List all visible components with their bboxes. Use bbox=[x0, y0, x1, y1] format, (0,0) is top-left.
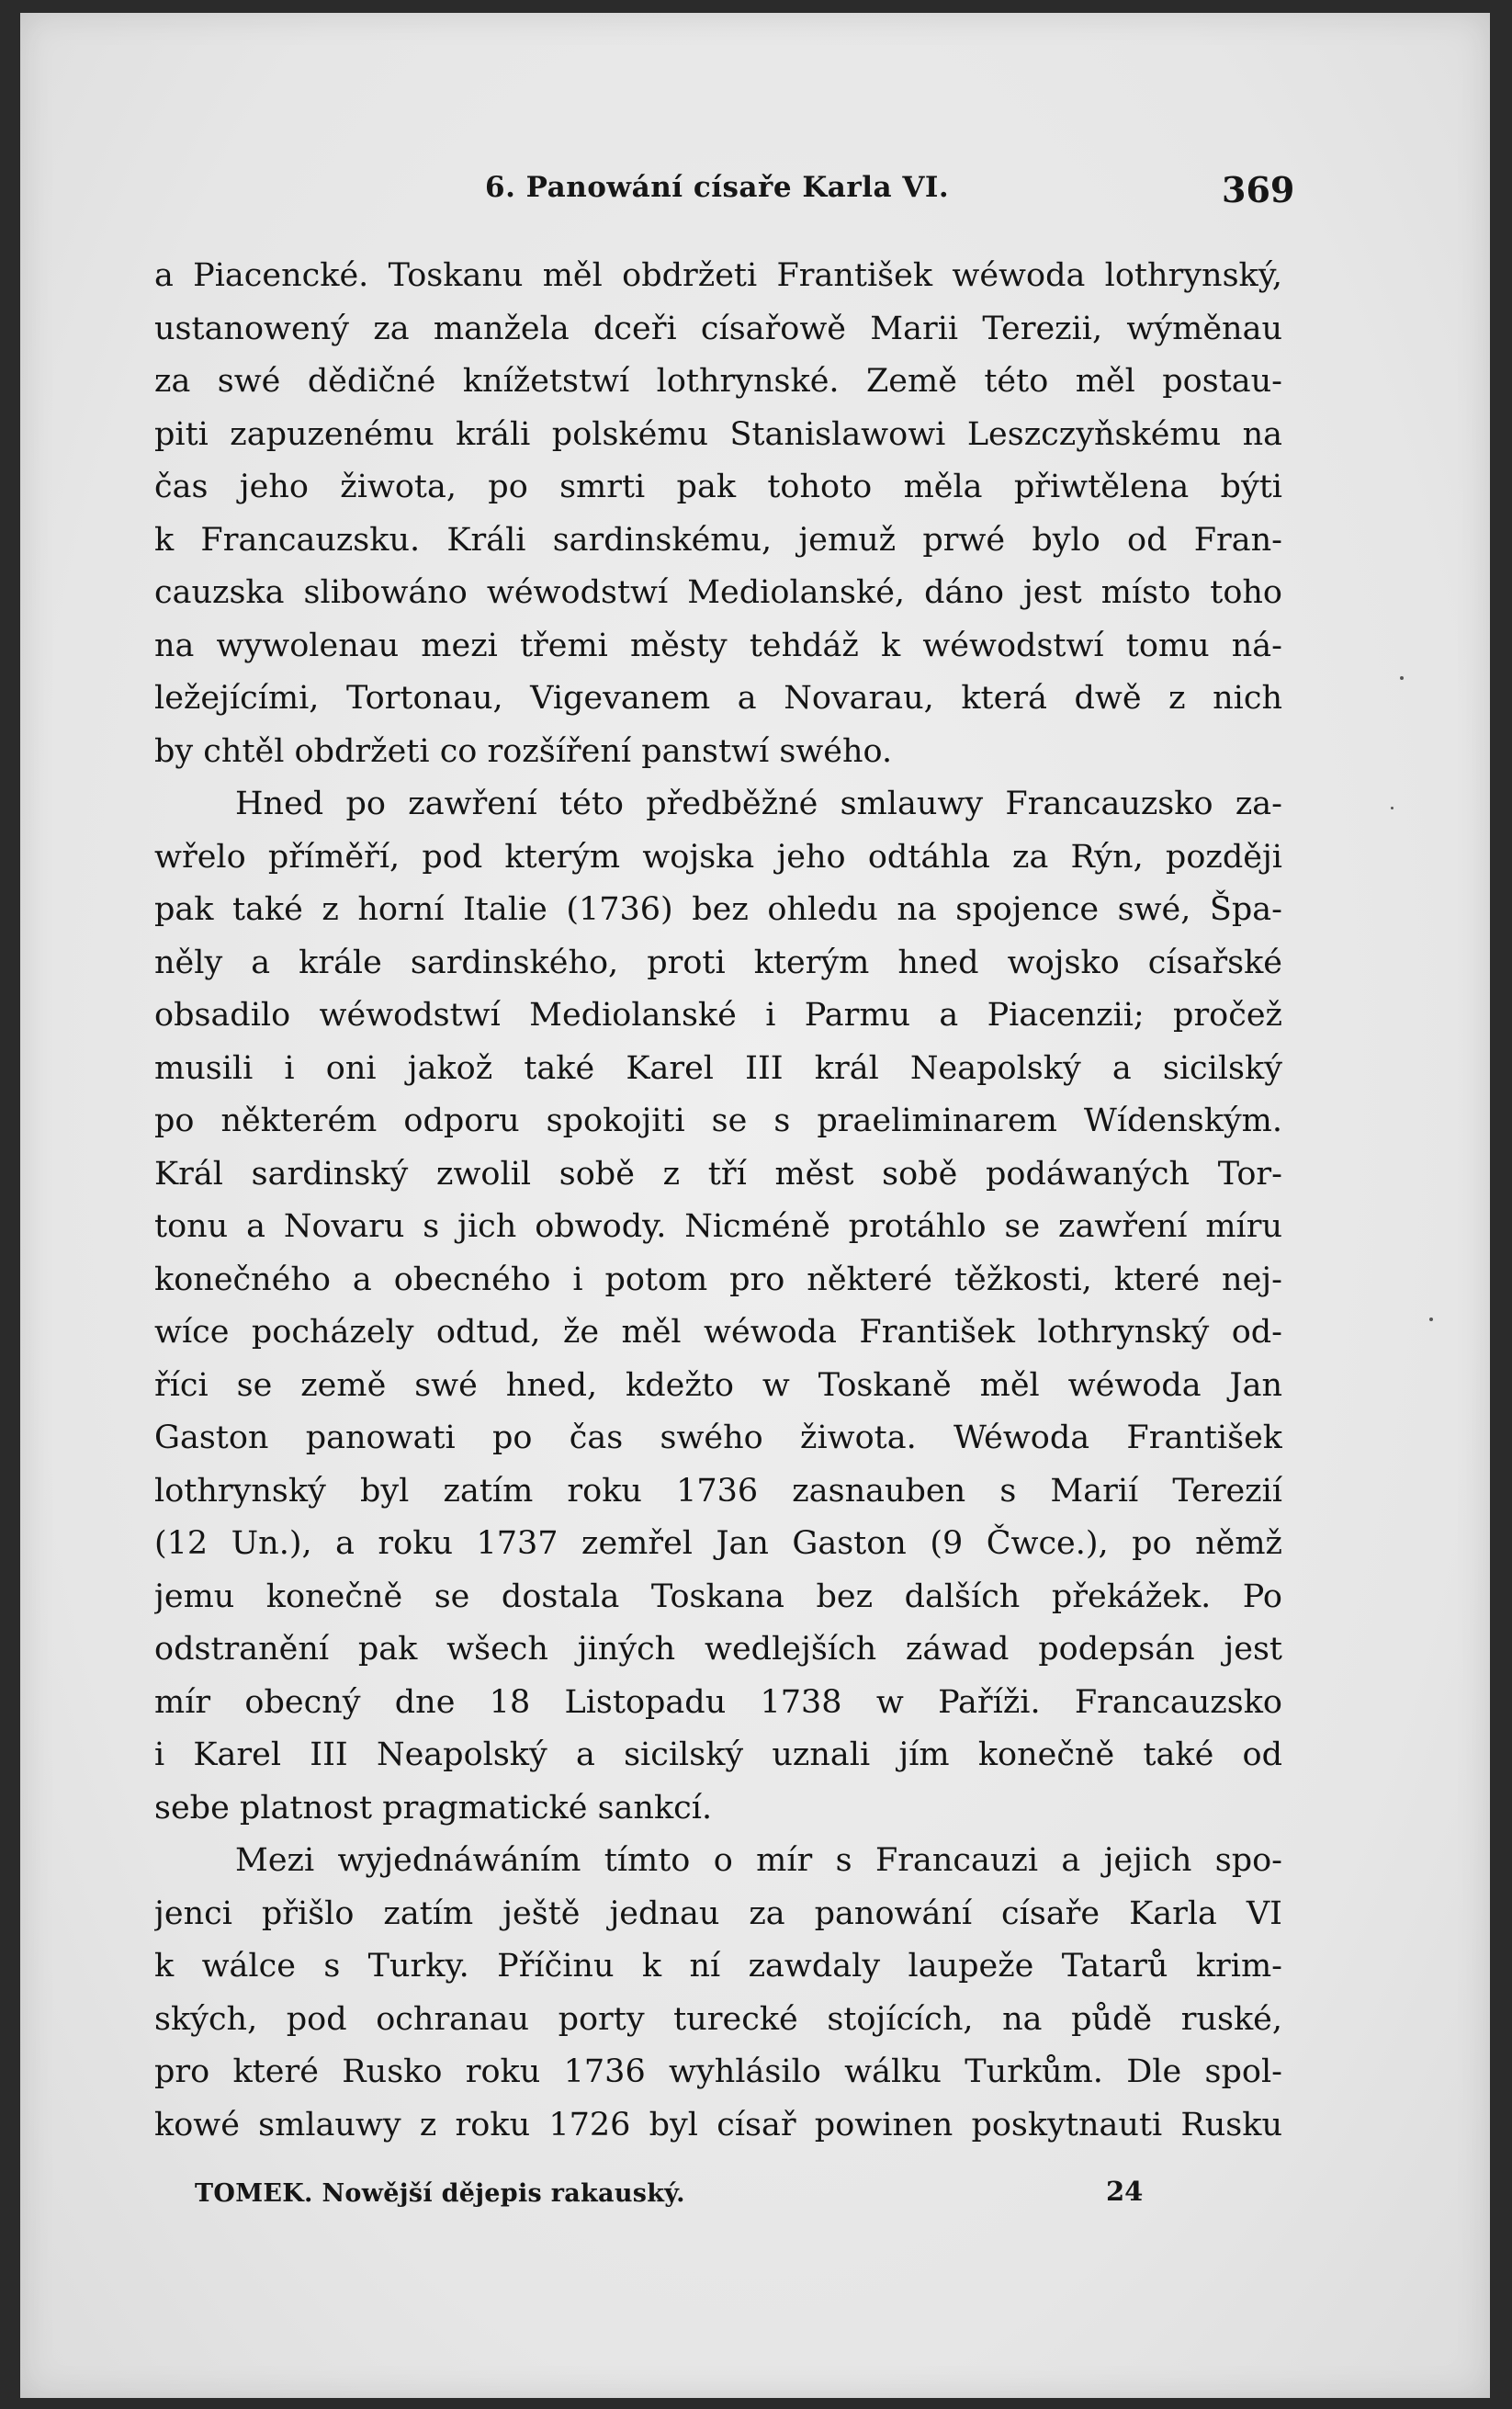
text-line: jenci přišlo zatím ještě jednau za panowání císaře Karla VI bbox=[154, 1894, 1282, 1932]
text-line: obsadilo wéwodstwí Mediolanské i Parmu a Piacenzii; pročež bbox=[154, 997, 1282, 1034]
text-line: Hned po zawření této předběžné smlauwy Francauzsko za- bbox=[235, 786, 1282, 822]
text-line: k Francauzsku. Králi sardinskému, jemuž prwé bylo od Fran- bbox=[154, 521, 1282, 559]
text-line: pro které Rusko roku 1736 wyhlásilo wálku Turkům. Dle spol- bbox=[154, 2053, 1282, 2090]
text-line: ležejícími, Tortonau, Vigevanem a Novarau, která dwě z nich bbox=[154, 680, 1282, 717]
text-line: ských, pod ochranau porty turecké stojících, na půdě ruské, bbox=[154, 2000, 1282, 2038]
text-line: kowé smlauwy z roku 1726 byl císař powinen poskytnauti Rusku bbox=[154, 2106, 1282, 2143]
text-line: konečného a obecného i potom pro některé těžkosti, které nej- bbox=[154, 1261, 1282, 1298]
text-line: mír obecný dne 18 Listopadu 1738 w Paříži. Francauzsko bbox=[154, 1683, 1282, 1721]
text-line: k wálce s Turky. Příčinu k ní zawdaly laupeže Tatarů krim- bbox=[154, 1948, 1282, 1985]
footer-title: TOMEK. Nowější dějepis rakauský. bbox=[195, 2179, 685, 2208]
scan-speck bbox=[1391, 807, 1394, 809]
page-number: 369 bbox=[1222, 169, 1295, 210]
text-line: (12 Un.), a roku 1737 zemřel Jan Gaston (9 Čwce.), po němž bbox=[154, 1525, 1282, 1562]
scan-speck bbox=[1429, 1318, 1433, 1321]
text-line: sebe platnost pragmatické sankcí. bbox=[154, 1789, 713, 1827]
text-line: wíce pocházely odtud, že měl wéwoda František lothrynský od- bbox=[154, 1314, 1282, 1351]
signature-mark: 24 bbox=[1106, 2176, 1144, 2207]
text-line: a Piacencké. Toskanu měl obdržeti František wéwoda lothrynský, bbox=[154, 257, 1282, 294]
text-line: Mezi wyjednáwáním tímto o mír s Francauzi a jejich spo- bbox=[235, 1842, 1282, 1879]
text-line: i Karel III Neapolský a sicilský uznali jím konečně také od bbox=[154, 1736, 1282, 1773]
text-line: jemu konečně se dostala Toskana bez dalších překážek. Po bbox=[154, 1578, 1282, 1615]
text-line: čas jeho žiwota, po smrti pak tohoto měla přiwtělena býti bbox=[154, 469, 1282, 505]
text-line: pak také z horní Italie (1736) bez ohledu na spojence swé, Špa- bbox=[154, 891, 1282, 928]
text-line: Král sardinský zwolil sobě z tří měst sobě podáwaných Tor- bbox=[154, 1155, 1282, 1193]
text-line: lothrynský byl zatím roku 1736 zasnauben s Marií Terezií bbox=[154, 1472, 1282, 1510]
book-page bbox=[20, 13, 1490, 2398]
text-line: na wywolenau mezi třemi městy tehdáž k wéwodstwí tomu ná- bbox=[154, 627, 1282, 664]
text-line: ustanowený za manžela dceři císařowě Marii Terezii, wýměnau bbox=[154, 310, 1282, 347]
text-line: po některém odporu spokojiti se s praeliminarem Wídenským. bbox=[154, 1103, 1282, 1139]
running-title: 6. Panowání císaře Karla VI. bbox=[485, 171, 950, 204]
text-line: tonu a Novaru s jich obwody. Nicméně protáhlo se zawření míru bbox=[154, 1208, 1282, 1245]
text-line: musili i oni jakož také Karel III král Neapolský a sicilský bbox=[154, 1049, 1282, 1087]
scan-speck bbox=[1400, 676, 1404, 680]
text-line: něly a krále sardinského, proti kterým hned wojsko císařské bbox=[154, 944, 1282, 981]
page-footer bbox=[20, 2176, 1490, 2216]
text-line: říci se země swé hned, kdežto w Toskaně měl wéwoda Jan bbox=[154, 1366, 1282, 1404]
text-line: cauzska slibowáno wéwodstwí Mediolanské, dáno jest místo toho bbox=[154, 574, 1282, 611]
text-line: piti zapuzenému králi polskému Stanislawowi Leszczyňskému na bbox=[154, 415, 1282, 453]
text-line: odstranění pak wšech jiných wedlejších záwad podepsán jest bbox=[154, 1631, 1282, 1668]
text-line: za swé dědičné knížetstwí lothrynské. Země této měl postau- bbox=[154, 363, 1282, 400]
text-line: by chtěl obdržeti co rozšíření panstwí swého. bbox=[154, 732, 893, 770]
body-text bbox=[154, 250, 1282, 2152]
text-line: Gaston panowati po čas swého žiwota. Wéwoda František bbox=[154, 1419, 1282, 1456]
page-header bbox=[20, 171, 1490, 217]
text-line: wřelo příměří, pod kterým wojska jeho odtáhla za Rýn, později bbox=[154, 838, 1282, 876]
